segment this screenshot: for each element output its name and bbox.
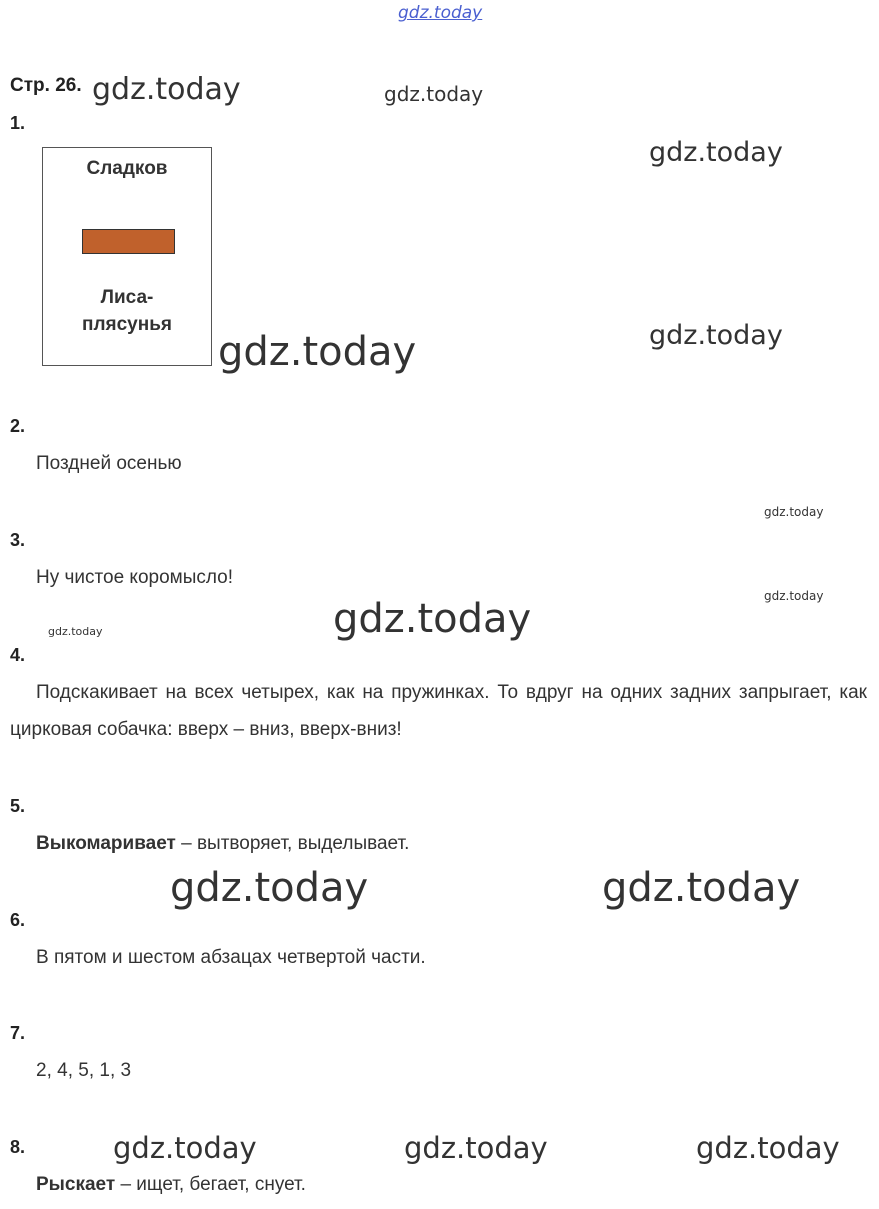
watermark: gdz.today	[764, 505, 824, 519]
watermark: gdz.today	[384, 82, 484, 106]
answer-5	[36, 833, 409, 855]
question-number-7: 7.	[10, 1023, 26, 1043]
question-number-2: 2.	[10, 416, 26, 436]
watermark: gdz.today	[333, 596, 532, 642]
book-title	[43, 284, 211, 338]
watermark: gdz.today	[113, 1131, 257, 1165]
book-title-line-2: плясунья	[81, 314, 172, 335]
book-author: Сладков	[86, 158, 168, 179]
answer-4: Подскакивает на всех четырех, как на пружинках. То вдруг на одних задних запрыгает, как цирковая собачка: вверх – вниз, вверх-вниз!	[10, 682, 867, 740]
answer-2: Поздней осенью	[36, 453, 182, 474]
watermark: gdz.today	[649, 137, 783, 168]
page-heading: Стр. 26.	[10, 75, 82, 96]
answer-6: В пятом и шестом абзацах четвертой части.	[36, 947, 426, 968]
watermark: gdz.today	[92, 72, 241, 107]
answer-7: 2, 4, 5, 1, 3	[36, 1060, 132, 1081]
answer-8-definition: – ищет, бегает, снует.	[115, 1174, 306, 1195]
answer-3: Ну чистое коромысло!	[36, 567, 234, 588]
watermark: gdz.today	[218, 329, 417, 375]
answer-8-term: Рыскает	[36, 1174, 116, 1195]
answer-5-definition: – вытворяет, выделывает.	[175, 833, 410, 854]
book-title-line-1: Лиса-	[100, 287, 154, 308]
watermark: gdz.today	[764, 589, 824, 603]
watermark: gdz.today	[170, 865, 369, 911]
watermark: gdz.today	[404, 1131, 548, 1165]
question-number-1: 1.	[10, 113, 26, 133]
watermark: gdz.today	[602, 865, 801, 911]
watermark: gdz.today	[696, 1131, 840, 1165]
question-number-8: 8.	[10, 1137, 26, 1157]
question-number-6: 6.	[10, 910, 26, 930]
book-cover	[42, 147, 212, 366]
question-number-5: 5.	[10, 796, 26, 816]
question-number-3: 3.	[10, 530, 26, 550]
watermark: gdz.today	[48, 625, 103, 638]
answer-8	[36, 1174, 306, 1196]
answer-4-paragraph	[10, 674, 867, 748]
watermark-top: gdz.today	[398, 3, 483, 23]
question-number-4: 4.	[10, 645, 26, 665]
answer-5-term: Выкомаривает	[36, 833, 176, 854]
watermark: gdz.today	[649, 320, 783, 351]
book-spine-rectangle	[82, 229, 175, 254]
